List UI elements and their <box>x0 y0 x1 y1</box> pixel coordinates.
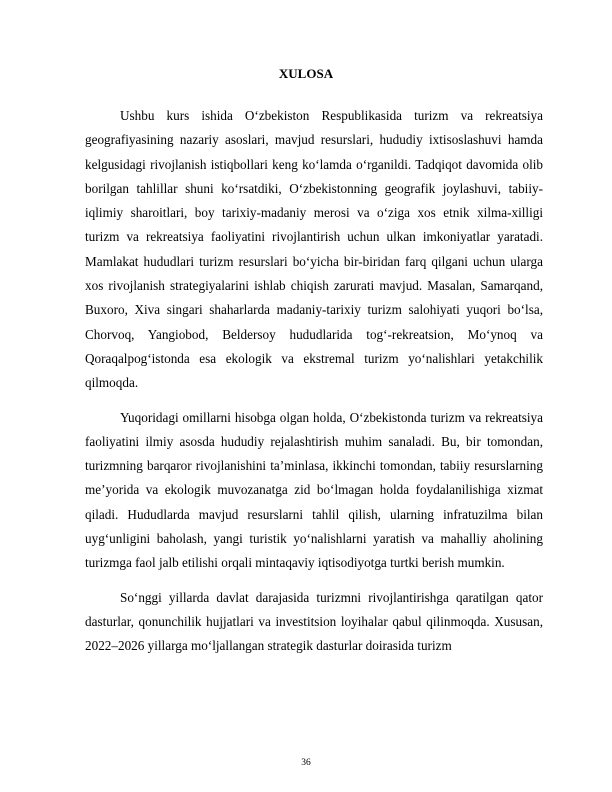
paragraph-1: Ushbu kurs ishida O‘zbekiston Respublikasida turizm va rekreatsiya geografiyasining nazariy asoslari, mavjud resurslari, hududiy ixtisoslashuvi hamda kelgusidagi rivojlanish istiqbollari keng ko‘lamda o‘rganildi. Tadqiqot davomida olib borilgan tahlillar shuni ko‘rsatdiki, O‘zbekistonning geografik joylashuvi, tabiiy-iqlimiy sharoitlari, boy tarixiy-madaniy merosi va o‘ziga xos etnik xilma-xilligi turizm va rekreatsiya faoliyatini rivojlantirish uchun ulkan imkoniyatlar yaratadi. Mamlakat hududlari turizm resurslari bo‘yicha bir-biridan farq qilgani uchun ularga xos rivojlanish strategiyalarini ishlab chiqish zarurati mavjud. Masalan, Samarqand, Buxoro, Xiva singari shaharlarda madaniy-tarixiy turizm salohiyati yuqori bo‘lsa, Chorvoq, Yangiobod, Beldersoy hududlarida tog‘-rekreatsion, Mo‘ynoq va Qoraqalpog‘istonda esa ekologik va ekstremal turizm yo‘nalishlari yetakchilik qilmoqda. <box>85 108 543 391</box>
section-title: XULOSA <box>278 66 334 81</box>
body-text <box>85 104 543 669</box>
page-number: 36 <box>301 758 311 768</box>
paragraph-3: So‘nggi yillarda davlat darajasida turizmni rivojlantirishga qaratilgan qator dasturlar, qonunchilik hujjatlari va investitsion loyihalar qabul qilinmoqda. Xususan, 2022–2026 yillarga mo‘ljallangan strategik dasturlar doirasida turizm <box>85 589 543 654</box>
paragraph-2: Yuqoridagi omillarni hisobga olgan holda, O‘zbekistonda turizm va rekreatsiya faoliyatini ilmiy asosda hududiy rejalashtirish muhim sanaladi. Bu, bir tomondan, turizmning barqaror rivojlanishini ta’minlasa, ikkinchi tomondan, tabiiy resurslarning me’yorida va ekologik muvozanatga zid bo‘lmagan holda foydalanilishiga xizmat qiladi. Hududlarda mavjud resurslarni tahlil qilish, ularning infratuzilma bilan uyg‘unligini baholash, yangi turistik yo‘nalishlarni yaratish va mahalliy aholining turizmga faol jalb etilishi orqali mintaqaviy iqtisodiyotga turtki berish mumkin. <box>85 409 543 571</box>
